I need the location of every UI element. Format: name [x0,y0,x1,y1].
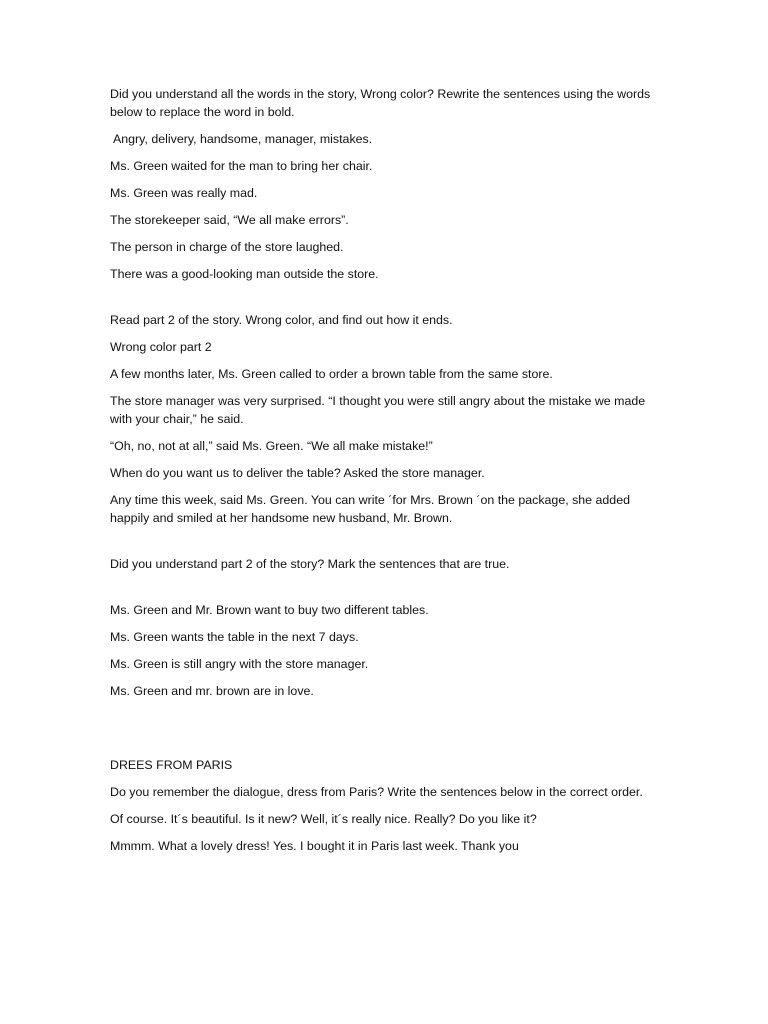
section4-heading: DREES FROM PARIS [110,758,233,772]
true-false-statement: Ms. Green wants the table in the next 7 days. [110,630,359,644]
true-false-statement: Ms. Green is still angry with the store manager. [110,657,369,671]
rewrite-sentence: Ms. Green waited for the man to bring her chair. [110,159,373,173]
story-paragraph: A few months later, Ms. Green called to order a brown table from the same store. [110,367,553,381]
dialogue-line: Of course. It´s beautiful. Is it new? Well, it´s really nice. Really? Do you like it? [110,812,537,826]
true-false-statement: Ms. Green and Mr. Brown want to buy two different tables. [110,603,429,617]
section2-instructions: Read part 2 of the story. Wrong color, and find out how it ends. [110,313,453,327]
rewrite-sentence: The person in charge of the store laughed. [110,240,344,254]
section4-instructions: Do you remember the dialogue, dress from Paris? Write the sentences below in the correct order. [110,785,643,799]
rewrite-sentence: Ms. Green was really mad. [110,186,258,200]
story-title: Wrong color part 2 [110,340,212,354]
story-paragraph: “Oh, no, not at all,” said Ms. Green. “We all make mistake!” [110,439,433,453]
word-bank: Angry, delivery, handsome, manager, mistakes. [113,132,373,146]
document-page [110,85,670,864]
section1-instructions: Did you understand all the words in the story, Wrong color? Rewrite the sentences using the words below to replace the word in bold. [110,87,651,119]
dialogue-line: Mmmm. What a lovely dress! Yes. I bought it in Paris last week. Thank you [110,839,519,853]
rewrite-sentence: The storekeeper said, “We all make errors”. [110,213,349,227]
story-paragraph: When do you want us to deliver the table? Asked the store manager. [110,466,485,480]
true-false-statement: Ms. Green and mr. brown are in love. [110,684,314,698]
section3-instructions: Did you understand part 2 of the story? Mark the sentences that are true. [110,557,510,571]
story-paragraph: The store manager was very surprised. “I thought you were still angry about the mistake we made with your chair,” he said. [110,394,646,426]
story-paragraph: Any time this week, said Ms. Green. You can write ´for Mrs. Brown ´on the package, she added happily and smiled at her handsome new husband, Mr. Brown. [110,493,630,525]
rewrite-sentence: There was a good-looking man outside the store. [110,267,379,281]
